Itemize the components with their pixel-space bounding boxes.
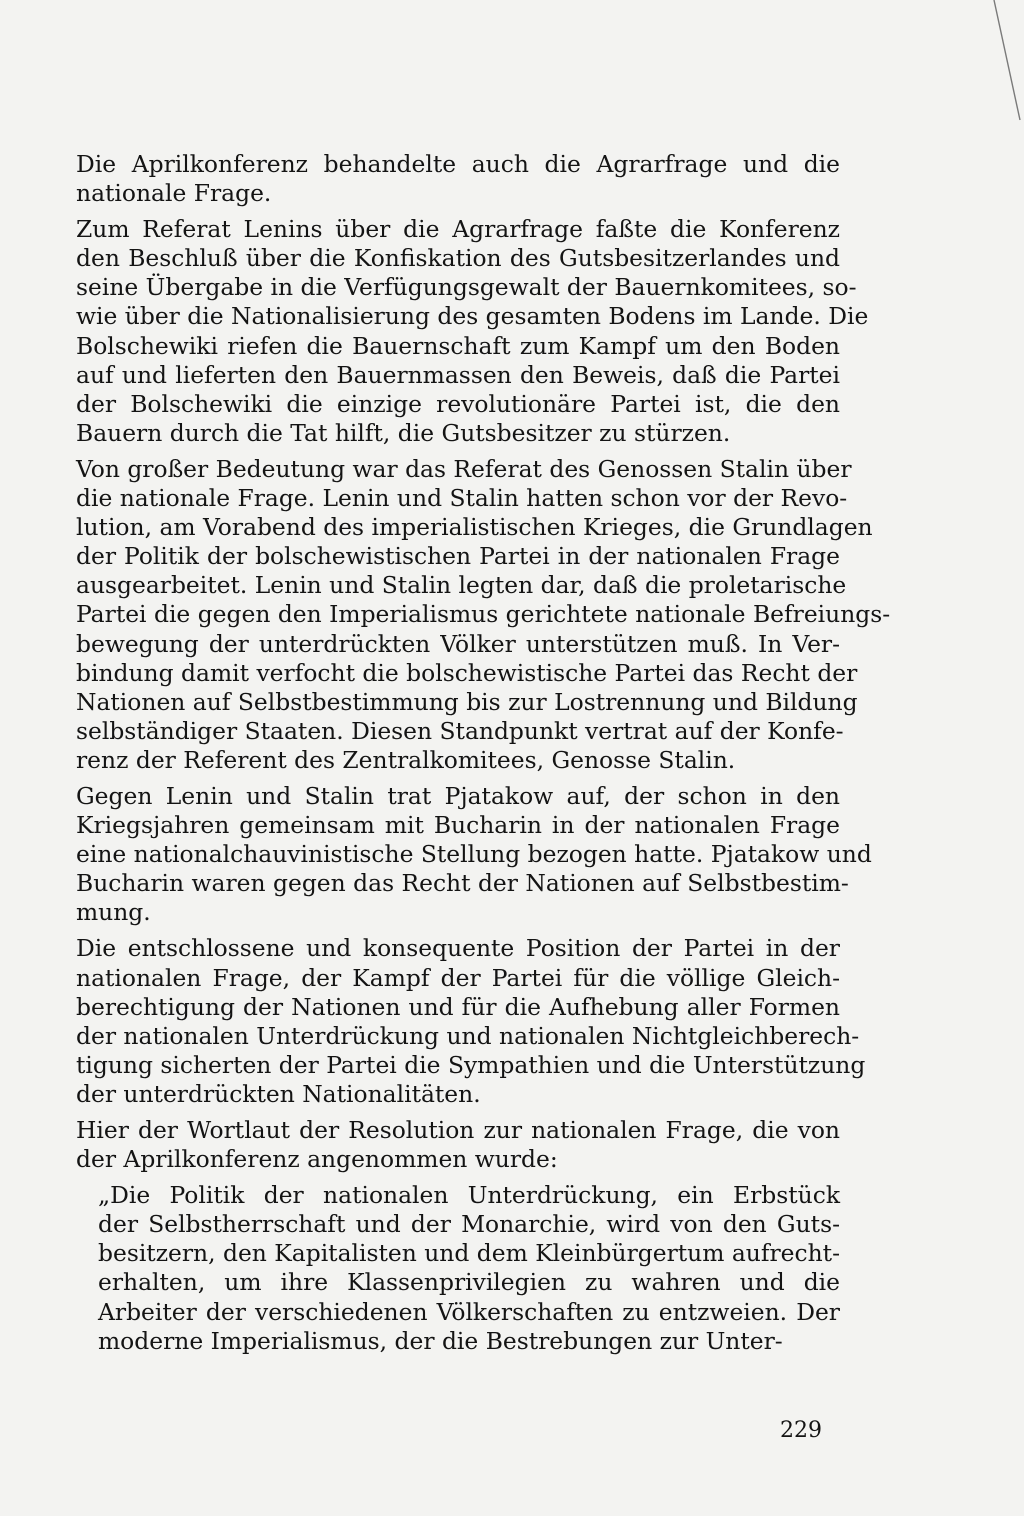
paragraph [76, 454, 891, 775]
text-line: Gegen Lenin und Stalin trat Pjatakow auf, der schon in den [76, 781, 840, 810]
text-line: der nationalen Unterdrückung und nationalen Nichtgleichberech- [76, 1021, 860, 1050]
text-line: lution, am Vorabend des imperialistischen Krieges, die Grundlagen [76, 513, 873, 542]
text-line: „Die Politik der nationalen Unterdrückung, ein Erbstück [98, 1181, 840, 1210]
text-line: Bucharin waren gegen das Recht der Nationen auf Selbstbestim- [76, 869, 849, 898]
text-line: der Bolschewiki die einzige revolutionäre Partei ist, die den [76, 389, 840, 418]
text-line: mung. [76, 898, 151, 927]
text-line: erhalten, um ihre Klassenprivilegien zu wahren und die [98, 1268, 840, 1297]
text-line: renz der Referent des Zentralkomitees, Genosse Stalin. [76, 745, 736, 774]
text-line: der Aprilkonferenz angenommen wurde: [76, 1145, 558, 1174]
text-line: Kriegsjahren gemeinsam mit Bucharin in der nationalen Frage [76, 811, 840, 840]
text-line: Hier der Wortlaut der Resolution zur nationalen Frage, die von [76, 1116, 840, 1144]
text-line: berechtigung der Nationen und für die Aufhebung aller Formen [76, 992, 840, 1021]
text-line: die nationale Frage. Lenin und Stalin hatten schon vor der Revo- [76, 484, 848, 513]
text-line: tigung sicherten der Partei die Sympathien und die Unterstützung [76, 1050, 866, 1079]
text-line: moderne Imperialismus, der die Bestrebungen zur Unter- [98, 1326, 783, 1355]
text-line: der Selbstherrschaft und der Monarchie, wird von den Guts- [98, 1210, 840, 1239]
paragraph [76, 150, 840, 208]
text-line: seine Übergabe in die Verfügungsgewalt der Bauernkomitees, so- [76, 273, 857, 302]
text-line: der Politik der bolschewistischen Partei in der nationalen Frage [76, 542, 840, 571]
text-line: Zum Referat Lenins über die Agrarfrage faßte die Konferenz [76, 215, 840, 244]
text-line: bewegung der unterdrückten Völker unterstützen muß. In Ver- [76, 629, 840, 658]
text-line: selbständiger Staaten. Diesen Standpunkt vertrat auf der Konfe- [76, 716, 844, 745]
paragraph [76, 1116, 840, 1174]
text-line: nationale Frage. [76, 179, 272, 208]
text-line: eine nationalchauvinistische Stellung bezogen hatte. Pjatakow und [76, 840, 872, 869]
page-number: 229 [780, 1418, 822, 1443]
text-line: Die entschlossene und konsequente Position der Partei in der [76, 934, 840, 963]
paragraph [76, 934, 866, 1109]
text-line: Bauern durch die Tat hilft, die Gutsbesitzer zu stürzen. [76, 418, 731, 447]
text-line: besitzern, den Kapitalisten und dem Kleinbürgertum aufrecht- [98, 1239, 840, 1268]
text-line: Von großer Bedeutung war das Referat des Genossen Stalin über [76, 454, 852, 483]
text-line: Bolschewiki riefen die Bauernschaft zum Kampf um den Boden [76, 331, 840, 360]
text-line: Arbeiter der verschiedenen Völkerschaften zu entzweien. Der [98, 1297, 840, 1326]
text-line: auf und lieferten den Bauernmassen den Beweis, daß die Partei [76, 360, 840, 389]
text-line: Nationen auf Selbstbestimmung bis zur Lostrennung und Bildung [76, 687, 858, 716]
text-line: Partei die gegen den Imperialismus gerichtete nationale Befreiungs- [76, 600, 891, 629]
paragraph [76, 781, 872, 927]
text-line: der unterdrückten Nationalitäten. [76, 1079, 481, 1108]
text-line: den Beschluß über die Konfiskation des Gutsbesitzerlandes und [76, 244, 840, 273]
paragraph [76, 215, 869, 448]
text-line: ausgearbeitet. Lenin und Stalin legten dar, daß die proletarische [76, 571, 847, 600]
text-line: Die Aprilkonferenz behandelte auch die Agrarfrage und die [76, 150, 840, 178]
body-text [76, 150, 891, 1363]
text-line: nationalen Frage, der Kampf der Partei für die völlige Gleich- [76, 963, 840, 992]
page-edge-shadow [990, 0, 1024, 130]
quotation-paragraph [76, 1181, 840, 1356]
text-line: wie über die Nationalisierung des gesamten Bodens im Lande. Die [76, 302, 869, 331]
text-line: bindung damit verfocht die bolschewistische Partei das Recht der [76, 658, 858, 687]
